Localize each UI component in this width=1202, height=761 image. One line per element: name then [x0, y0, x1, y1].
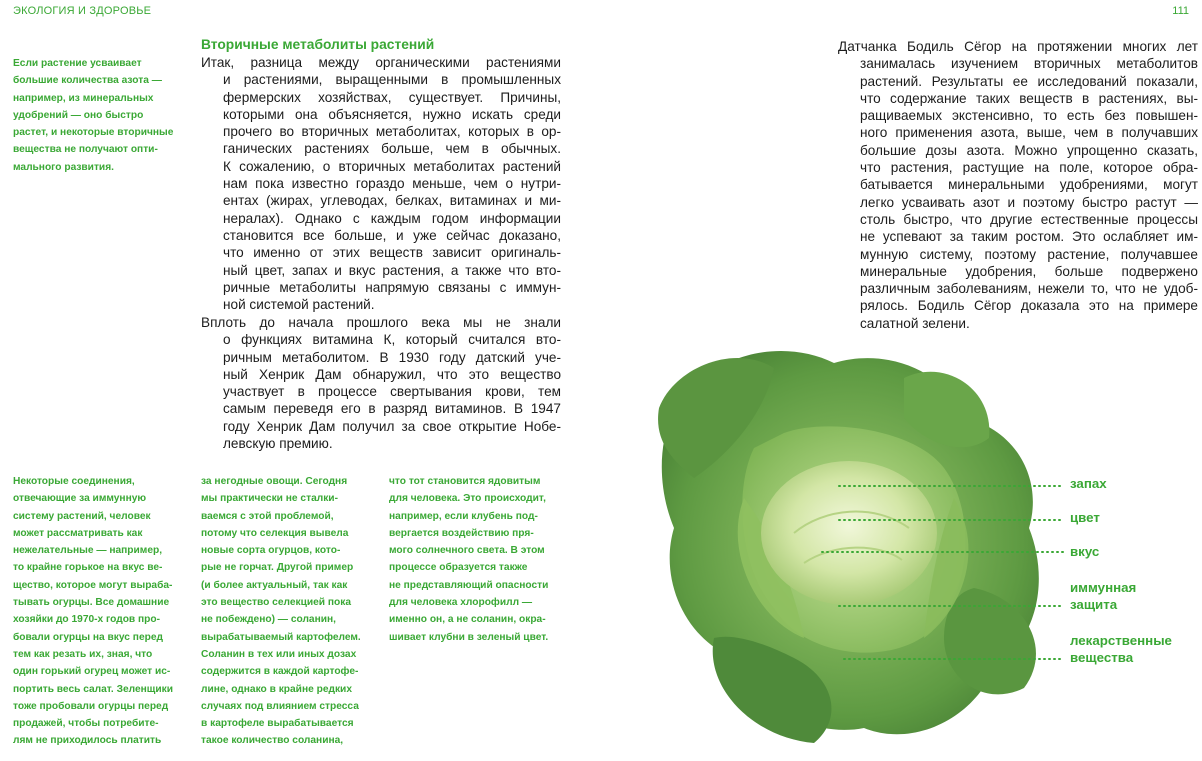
sidebar-line: большие количества азота —	[13, 75, 162, 87]
sidebar-line: случаях под влиянием стресса	[201, 700, 359, 712]
body-line: ной системой растений.	[223, 297, 375, 313]
sidebar-line: такое количество соланина,	[201, 735, 344, 747]
sidebar-line: не побеждено) — соланин,	[201, 614, 336, 626]
sidebar-line: Некоторые соединения,	[13, 476, 135, 487]
body-line: растений. Результаты ее исследований показали,	[860, 73, 1198, 89]
sidebar-line: вещества не получают опти-	[13, 144, 158, 156]
sidebar-line: например, если клубень под-	[389, 510, 538, 522]
sidebar-line: тоже пробовали огурцы перед	[13, 700, 169, 712]
sidebar-line: систему растений, человек	[13, 510, 151, 522]
body-line: различным заболеваниям, нежели то, что не удоб-	[860, 281, 1198, 297]
sidebar-line: один горький огурец может ис-	[13, 666, 171, 678]
sidebar-line: именно он, а не соланин, окра-	[389, 614, 546, 626]
body-line: левскую премию.	[223, 436, 333, 452]
lettuce-heart	[761, 461, 937, 605]
sidebar-line: процессе образуется также	[389, 562, 528, 574]
body-line: что содержание таких веществ в растениях, вы-	[860, 90, 1198, 106]
sidebar-line: лям не приходилось платить	[13, 735, 162, 747]
callout-text: лекарственные	[1070, 633, 1172, 648]
body-line: ентах (жирах, углеводах, белках, витаминах и ми-	[223, 193, 561, 209]
sidebar-line: потому что селекция вывела	[201, 527, 349, 539]
sidebar-line: для человека хлорофилл —	[389, 597, 533, 609]
sidebar-line: за негодные овощи. Сегодня	[201, 476, 348, 487]
body-line: занималась изучением вторичных метаболитов	[860, 56, 1198, 72]
sidebar-line: вергается воздействию пря-	[389, 527, 534, 539]
callout-immune	[1070, 579, 1136, 613]
body-line: минеральные удобрения, больше подвержено	[860, 263, 1198, 279]
body-line: мунную систему, поэтому растение, получавшее	[860, 246, 1198, 262]
sidebar-line: не представляющий опасности	[389, 579, 549, 591]
body-paragraph-1	[201, 54, 561, 313]
sidebar-line: в картофеле вырабатывается	[201, 718, 354, 730]
body-line: ричным метаболитом. В 1930 году датский уче-	[223, 349, 561, 365]
sidebar-line: вырабатываемый картофелем.	[201, 631, 361, 643]
body-line: что именно от этих веществ зависит оригиналь-	[223, 245, 561, 261]
sidebar-line: продажей, чтобы потребите-	[13, 718, 159, 730]
body-line: не успевают за таким ростом. Это ослабляет им-	[860, 229, 1198, 245]
sidebar-line: содержится в каждой картофе-	[201, 666, 359, 678]
body-line: году Хенрик Дам получил за свое открытие Нобе-	[223, 418, 561, 434]
sidebar-line: ваемся с этой проблемой,	[201, 510, 334, 522]
sidebar-line: отвечающие за иммунную	[13, 493, 147, 505]
body-line: Вплоть до начала прошлого века мы не знали	[201, 315, 561, 330]
body-line: рялось. Бодиль Сёгор доказала это на примере	[860, 298, 1198, 314]
sidebar-line: растет, и некоторые вторичные	[13, 127, 174, 139]
body-line: батывается минеральными удобрениями, могут	[860, 177, 1198, 193]
body-line: участвует в процессе свертывания крови, тем	[223, 384, 561, 400]
sidebar-line: новые сорта огурцов, кото-	[201, 545, 341, 557]
body-line: столь быстро, что другие естественные процессы	[860, 211, 1198, 227]
callout-text: вещества	[1070, 650, 1134, 665]
callout-text: защита	[1070, 597, 1118, 612]
body-line: прочего во вторичных метаболитах, которых в ор-	[223, 124, 561, 140]
body-line: Итак, разница между органическими растениями	[201, 55, 561, 70]
body-line: самым переведя его в разряд витаминов. В 1947	[223, 401, 561, 417]
callout-taste	[1070, 543, 1099, 560]
sidebar-line: хозяйки до 1970-х годов про-	[13, 614, 161, 626]
body-line: ный Хенрик Дам обнаружил, что это вещество	[223, 366, 561, 382]
sidebar-note-top	[13, 55, 188, 176]
sidebar-line: шивает клубни в зеленый цвет.	[389, 631, 549, 643]
body-line: ного применения азота, выше, чем в получавших	[860, 125, 1198, 141]
body-line: становится все больше, и уже сейчас доказано,	[223, 227, 561, 243]
body-line: которыми она объясняется, нужно искать среди	[223, 106, 561, 122]
sidebar-line: удобрений — оно быстро	[13, 109, 144, 121]
callout-text: цвет	[1070, 510, 1100, 525]
body-paragraph-2	[201, 314, 561, 452]
body-line: легко усваивать азот и поэтому быстро растут —	[860, 194, 1198, 210]
sidebar-line: портить весь салат. Зеленщики	[13, 683, 173, 695]
sidebar-line: Если растение усваивает	[13, 58, 142, 69]
running-head: ЭКОЛОГИЯ И ЗДОРОВЬЕ	[13, 5, 152, 17]
sidebar-note-bottom-col2	[201, 473, 376, 750]
sidebar-line: тем как резать их, зная, что	[13, 648, 153, 660]
sidebar-line: лине, однако в крайне редких	[201, 683, 352, 695]
body-line: ричные метаболиты напрямую связаны с иммун-	[223, 279, 561, 295]
page-number: 111	[1172, 5, 1189, 17]
body-line: К сожалению, о вторичных метаболитах растений	[223, 158, 561, 174]
callout-medicine	[1070, 632, 1172, 666]
sidebar-line: рые не горчат. Другой пример	[201, 562, 354, 574]
body-line: Датчанка Бодиль Сёгор на протяжении многих лет	[838, 39, 1198, 54]
sidebar-line: например, из минеральных	[13, 92, 154, 104]
sidebar-line: то крайне горькое на вкус ве-	[13, 562, 163, 574]
sidebar-line: щество, которое могут выраба-	[13, 579, 173, 591]
body-line: фермерских хозяйствах, существует. Причины,	[223, 89, 561, 105]
sidebar-line: мого солнечного света. В этом	[389, 545, 545, 557]
body-line: ганических растениях больше, чем в обычных.	[223, 141, 561, 157]
sidebar-line: нежелательные — например,	[13, 545, 163, 557]
body-paragraph-right	[838, 38, 1198, 332]
lettuce-illustration	[644, 338, 1064, 753]
sidebar-line: (и более актуальный, так как	[201, 579, 348, 591]
section-title: Вторичные метаболиты растений	[201, 37, 435, 52]
sidebar-line: мы практически не сталки-	[201, 493, 338, 505]
sidebar-line: может рассматривать как	[13, 527, 143, 539]
sidebar-line: бовали огурцы на вкус перед	[13, 631, 163, 643]
body-line: ный цвет, запах и вкус растения, а также что вто-	[223, 262, 561, 278]
sidebar-line: тывать огурцы. Все домашние	[13, 597, 170, 609]
callout-color	[1070, 509, 1100, 526]
body-line: о функциях витамина К, который считался вто-	[223, 332, 561, 348]
sidebar-line: для человека. Это происходит,	[389, 493, 546, 505]
body-line: нам пока известно гораздо меньше, чем о нутри-	[223, 176, 561, 192]
body-line: ращиваемых экстенсивно, то есть без повышен-	[860, 108, 1198, 124]
callout-text: иммунная	[1070, 580, 1137, 595]
sidebar-line: Соланин в тех или иных дозах	[201, 648, 357, 660]
body-line: и растениями, выращенными в промышленных	[223, 72, 561, 88]
body-line: большие дозы азота. Можно упрощенно сказать,	[860, 142, 1198, 158]
callout-smell	[1070, 475, 1107, 492]
body-line: салатной зелени.	[860, 315, 970, 331]
callout-text: вкус	[1070, 544, 1100, 559]
body-line: что растения, растущие на поле, которое обра-	[860, 160, 1198, 176]
body-line: нералах). Однако с каждым годом информации	[223, 210, 561, 226]
sidebar-line: мального развития.	[13, 161, 114, 173]
sidebar-note-bottom-col1	[13, 473, 188, 750]
sidebar-note-bottom-col3	[389, 473, 564, 646]
sidebar-line: что тот становится ядовитым	[389, 476, 541, 487]
sidebar-line: это вещество селекцией пока	[201, 597, 352, 609]
callout-text: запах	[1070, 476, 1107, 491]
